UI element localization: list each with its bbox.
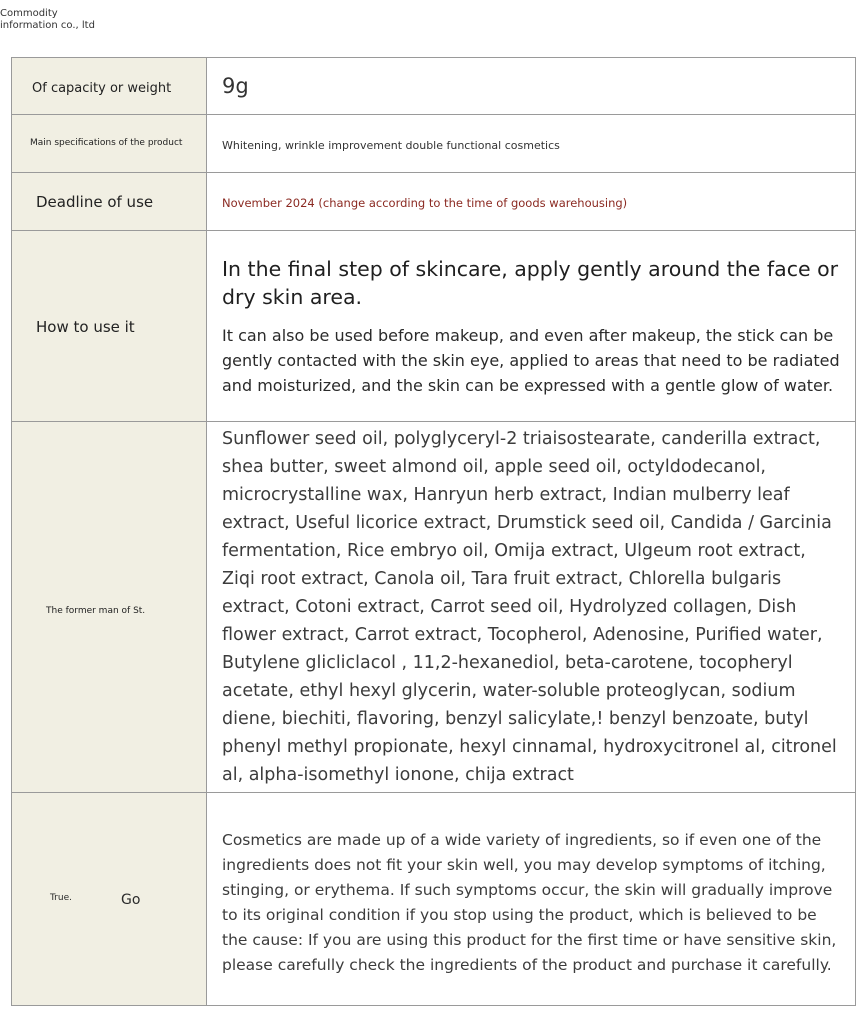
value-cell-usage <box>207 231 856 422</box>
label-cell-ingredients <box>12 422 207 793</box>
table-row-capacity <box>12 58 856 115</box>
label-cell-specification <box>12 115 207 173</box>
label-cell-caution <box>12 793 207 1006</box>
table-row-deadline <box>12 173 856 231</box>
table-row-specification <box>12 115 856 173</box>
table-row-usage <box>12 231 856 422</box>
label-cell-capacity <box>12 58 207 115</box>
company-name: Commodity information co., ltd <box>0 8 95 31</box>
table-row-ingredients <box>12 422 856 793</box>
label-cell-usage <box>12 231 207 422</box>
specification-value: Whitening, wrinkle improvement double functional cosmetics <box>222 139 560 152</box>
value-cell-specification <box>207 115 856 173</box>
caution-label-small: True. <box>50 893 72 903</box>
value-cell-capacity <box>207 58 856 115</box>
deadline-value: November 2024 (change according to the time of goods warehousing) <box>222 196 628 210</box>
capacity-label: Of capacity or weight <box>32 80 172 96</box>
product-info-table <box>11 57 856 1006</box>
table-row-caution <box>12 793 856 1006</box>
value-cell-caution <box>207 793 856 1006</box>
ingredients-text: Sunflower seed oil, polyglyceryl-2 triaisostearate, canderilla extract, shea butter, sweet almond oil, apple seed oil, octyldodecanol, microcrystalline wax, Hanryun herb extract, Indian mulberry leaf extract, Useful licorice extract, Drumstick seed oil, Candida / Garcinia fermentation, Rice embryo oil, Omija extract, Ulgeum root extract, Ziqi root extract, Canola oil, Tara fruit extract, Chlorella bulgaris extract, Cotoni extract, Carrot seed oil, Hydrolyzed collagen, Dish flower extract, Carrot extract, Tocopherol, Adenosine, Purified water, Butylene glicliclacol , 11,2-hexanediol, beta-carotene, tocopheryl acetate, ethyl hexyl glycerin, water-soluble proteoglycan, sodium diene, biechiti, flavoring, benzyl salicylate,! benzyl benzoate, butyl phenyl methyl propionate, hexyl cinnamal, hydroxycitronel al, citronel al, alpha-isomethyl ionone, chija extract <box>222 429 837 785</box>
caution-label-main: Go <box>121 892 141 908</box>
usage-lead-text: In the final step of skincare, apply gently around the face or dry skin area. <box>222 256 839 309</box>
deadline-label: Deadline of use <box>36 193 154 211</box>
ingredients-label: The former man of St. <box>46 605 146 616</box>
capacity-value: 9g <box>222 74 249 98</box>
specification-label: Main specifications of the product <box>30 138 183 148</box>
caution-text: Cosmetics are made up of a wide variety of ingredients, so if even one of the ingredients does not fit your skin well, you may develop symptoms of itching, stinging, or erythema. If such symptoms occur, the skin will gradually improve to its original condition if you stop using the product, which is believed to be the cause: If you are using this product for the first time or have sensitive skin, please carefully check the ingredients of the product and purchase it carefully. <box>222 831 837 974</box>
usage-label: How to use it <box>36 317 135 336</box>
value-cell-ingredients <box>207 422 856 793</box>
label-cell-deadline <box>12 173 207 231</box>
value-cell-deadline <box>207 173 856 231</box>
usage-body-text: It can also be used before makeup, and even after makeup, the stick can be gently contacted with the skin eye, applied to areas that need to be radiated and moisturized, and the skin can be expressed with a gentle glow of water. <box>222 325 840 395</box>
